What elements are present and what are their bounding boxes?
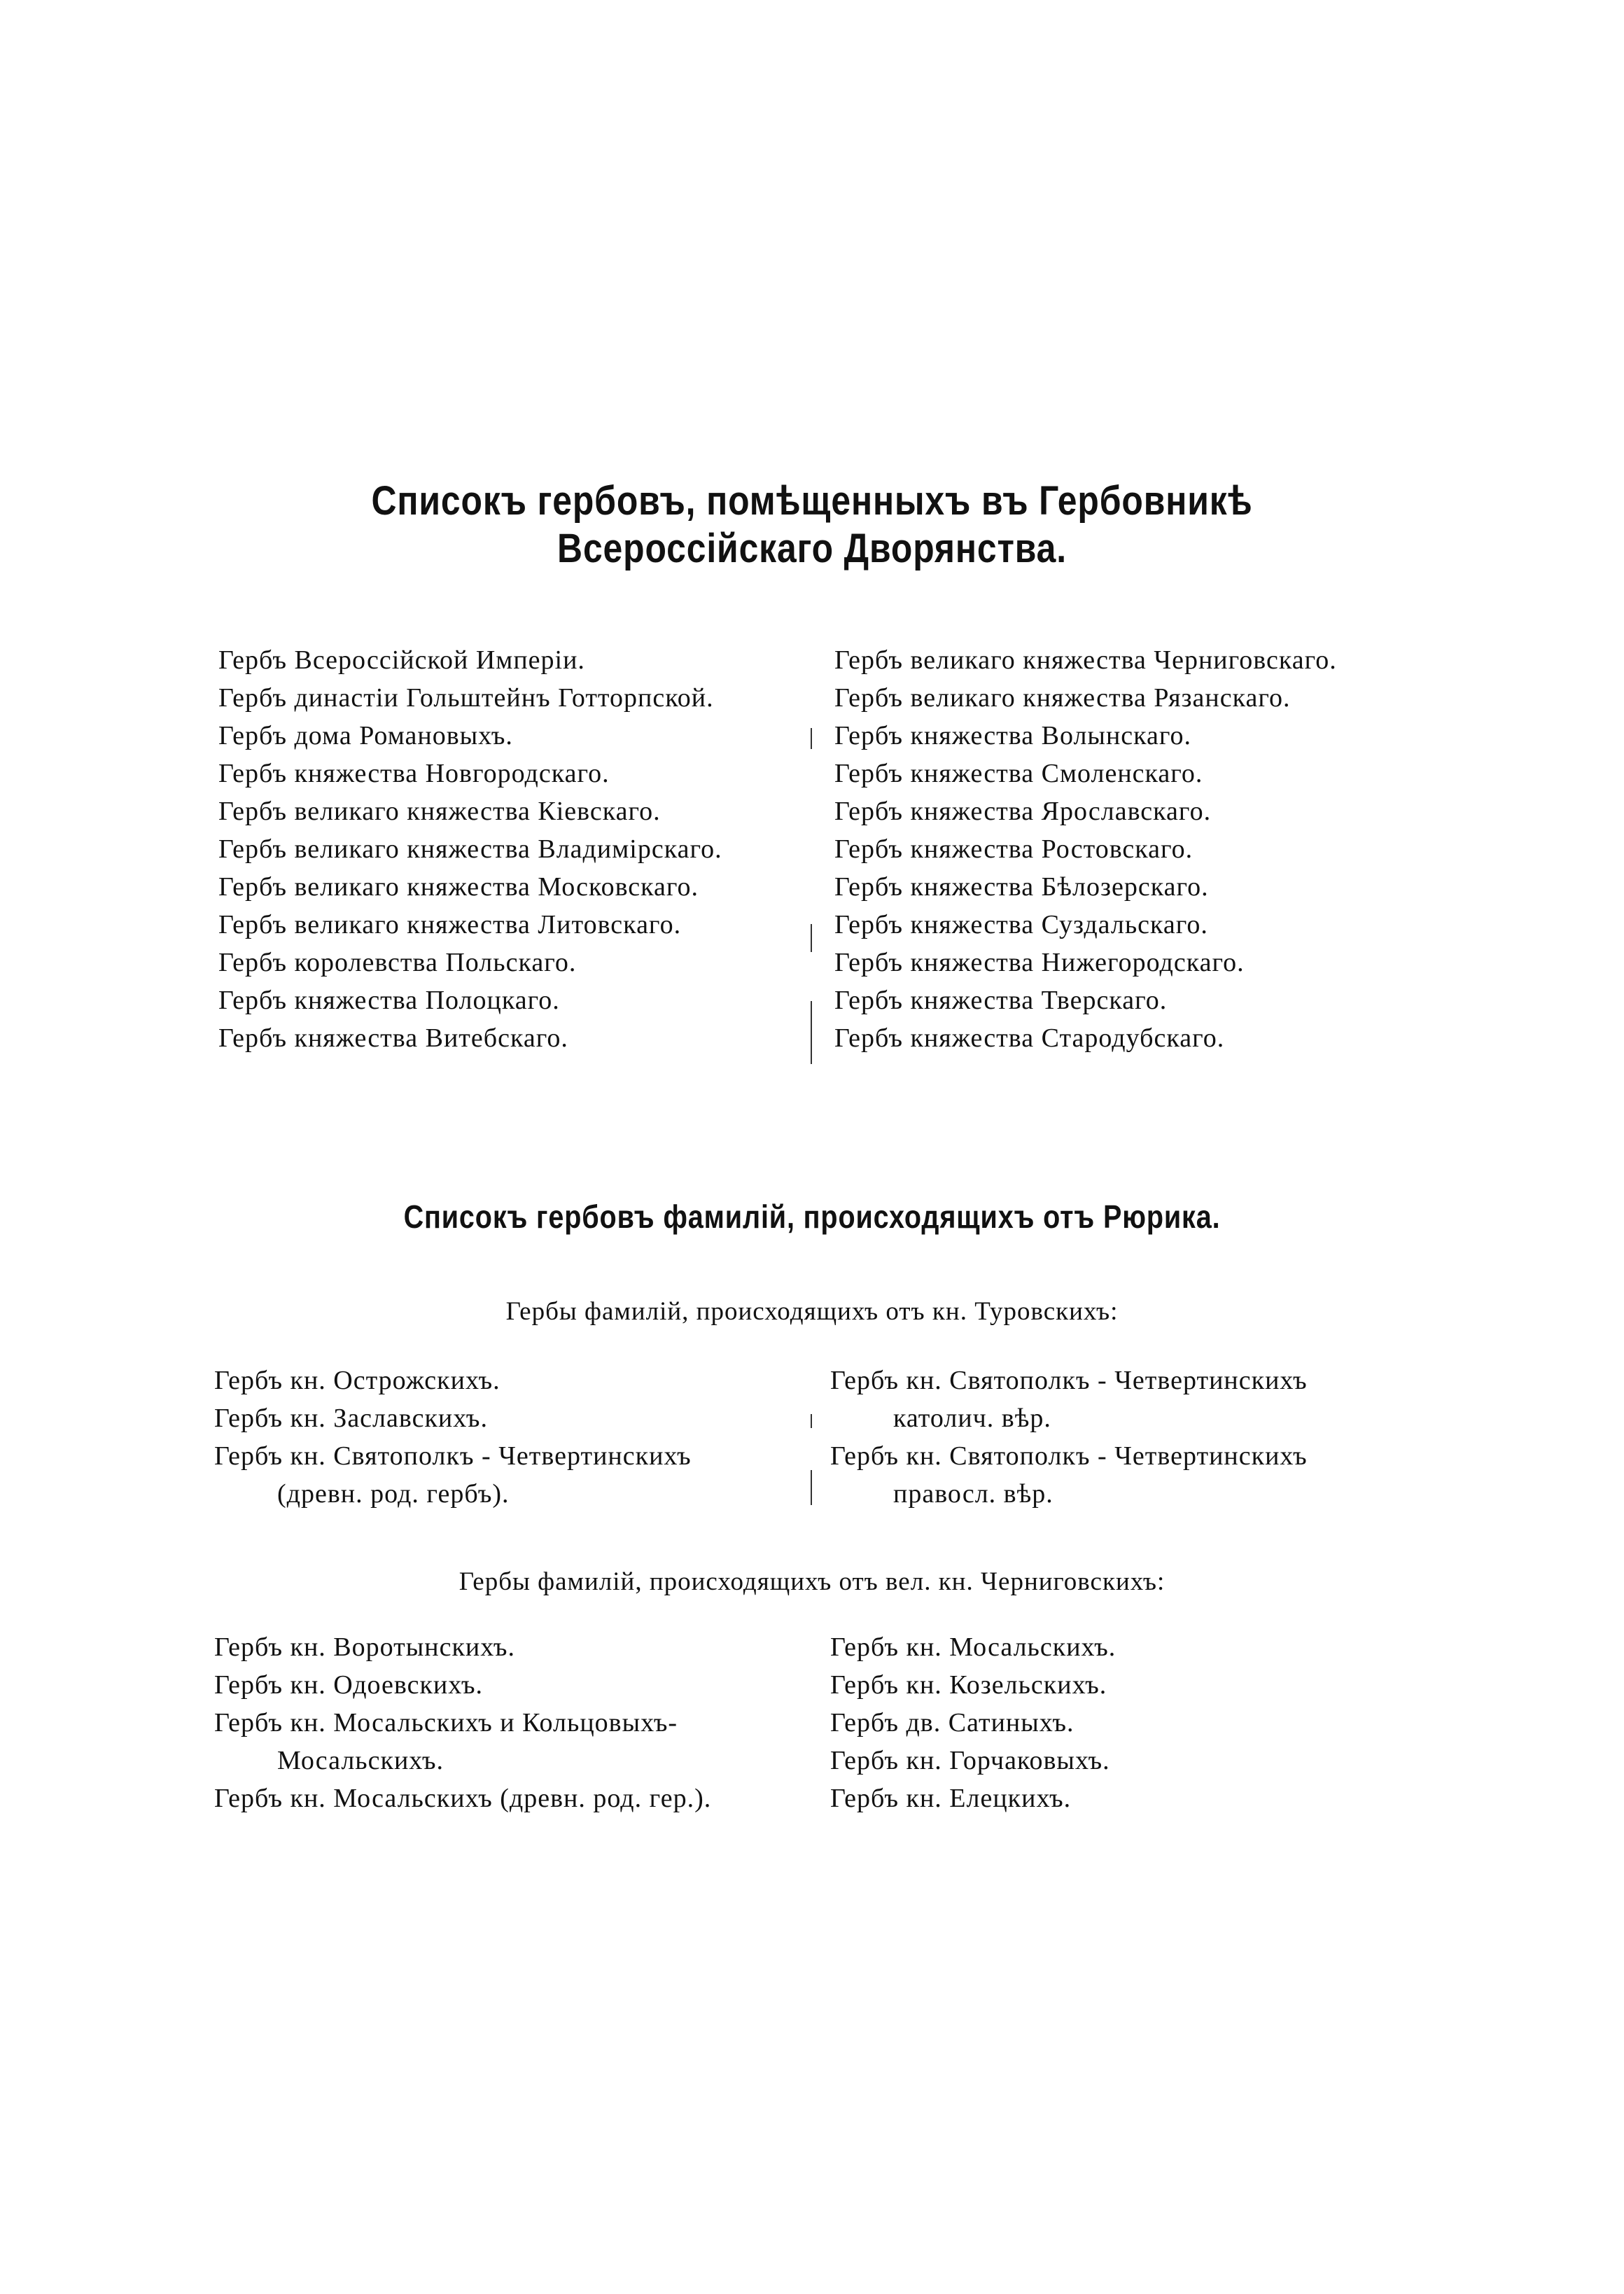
list-item: Гербъ кн. Горчаковыхъ. [830, 1746, 1110, 1775]
list-item: Гербъ княжества Витебскаго. [218, 1023, 568, 1053]
list-item: Гербъ княжества Волынскаго. [834, 721, 1192, 750]
list-item: Гербъ великаго княжества Московскаго. [218, 872, 699, 902]
section1-title-line1: Списокъ гербовъ, помѣщенныхъ въ Гербовникѣ [371, 478, 1253, 524]
group1-left-list [214, 1362, 692, 1513]
list-item: Гербъ кн. Святополкъ - Четвертинскихъ [214, 1441, 692, 1471]
list-item: Гербъ дв. Сатиныхъ. [830, 1708, 1074, 1737]
list-item: Гербъ дома Романовыхъ. [218, 721, 513, 750]
list-item: Гербъ Всероссійской Имперіи. [218, 645, 585, 675]
section1-title-line2: Всероссійскаго Дворянства. [557, 526, 1067, 571]
section1-left-list [218, 641, 722, 1057]
section1-right-list [834, 641, 1337, 1057]
list-item: Гербъ княжества Новгородскаго. [218, 759, 610, 788]
list-item: Гербъ княжества Стародубскаго. [834, 1023, 1225, 1053]
list-item: Гербъ княжества Полоцкаго. [218, 986, 560, 1015]
list-item: Гербъ княжества Бѣлозерскаго. [834, 872, 1209, 902]
list-item: Гербъ великаго княжества Владимірскаго. [218, 834, 722, 864]
list-item: Гербъ королевства Польскаго. [218, 948, 577, 977]
section2-title: Списокъ гербовъ фамилій, происходящихъ отъ Рюрика. [403, 1198, 1221, 1235]
list-item: (древн. род. гербъ). [277, 1479, 510, 1509]
list-item: Гербъ кн. Острожскихъ. [214, 1366, 500, 1395]
list-item: Гербъ кн. Одоевскихъ. [214, 1670, 483, 1700]
column-divider [811, 1470, 812, 1505]
list-item: Гербъ княжества Тверскаго. [834, 986, 1168, 1015]
list-item: Гербъ княжества Ярославскаго. [834, 797, 1212, 826]
column-divider [811, 924, 812, 952]
group2-left-list [214, 1628, 711, 1817]
list-item: Гербъ княжества Нижегородскаго. [834, 948, 1245, 977]
list-item: Гербъ династіи Гольштейнъ Готторпской. [218, 683, 714, 713]
list-item: Гербъ княжества Ростовскаго. [834, 834, 1194, 864]
list-item: католич. вѣр. [893, 1404, 1051, 1433]
list-item: Гербъ кн. Мосальскихъ и Кольцовыхъ- [214, 1708, 678, 1737]
list-item: Гербъ княжества Суздальскаго. [834, 910, 1208, 939]
group2-heading: Гербы фамилій, происходящихъ отъ вел. кн. Черниговскихъ: [458, 1567, 1166, 1596]
list-item: Гербъ кн. Заславскихъ. [214, 1404, 488, 1433]
list-item: Гербъ кн. Мосальскихъ. [830, 1632, 1116, 1662]
list-item: Гербъ кн. Козельскихъ. [830, 1670, 1107, 1700]
group1-right-list [830, 1362, 1308, 1513]
column-divider [811, 1414, 812, 1428]
list-item: Гербъ великаго княжества Кіевскаго. [218, 797, 661, 826]
list-item: Гербъ кн. Воротынскихъ. [214, 1632, 515, 1662]
list-item: Гербъ великаго княжества Черниговскаго. [834, 645, 1337, 675]
list-item: Гербъ княжества Смоленскаго. [834, 759, 1203, 788]
group1-heading: Гербы фамилій, происходящихъ отъ кн. Туровскихъ: [505, 1297, 1119, 1326]
list-item: Гербъ кн. Святополкъ - Четвертинскихъ [830, 1441, 1308, 1471]
list-item: Гербъ кн. Святополкъ - Четвертинскихъ [830, 1366, 1308, 1395]
list-item: Гербъ кн. Елецкихъ. [830, 1784, 1072, 1813]
list-item: Гербъ кн. Мосальскихъ (древн. род. гер.). [214, 1784, 712, 1813]
group2-right-list [830, 1628, 1116, 1817]
list-item: правосл. вѣр. [893, 1479, 1054, 1509]
list-item: Гербъ великаго княжества Литовскаго. [218, 910, 682, 939]
list-item: Гербъ великаго княжества Рязанскаго. [834, 683, 1291, 713]
column-divider [811, 728, 812, 749]
list-item: Мосальскихъ. [277, 1746, 444, 1775]
column-divider [811, 1001, 812, 1064]
